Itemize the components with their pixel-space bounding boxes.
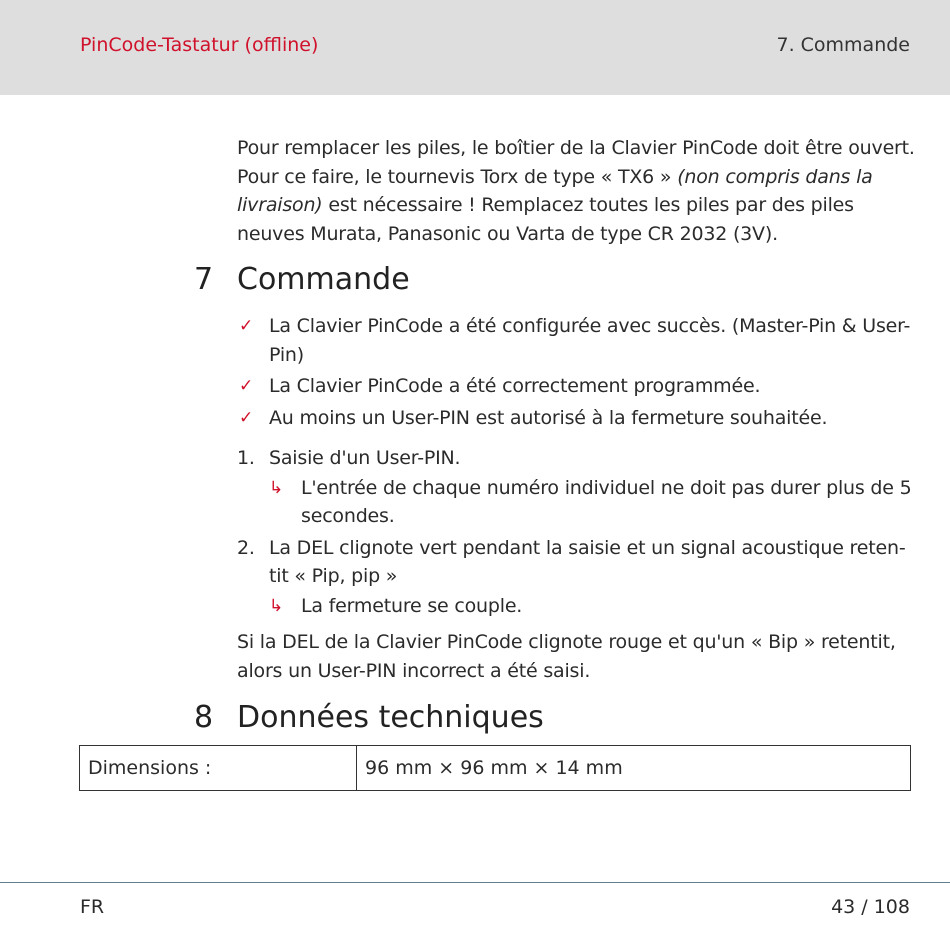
- intro-paragraph: Pour remplacer les piles, le boîtier de la Clavier PinCode doit être ouvert. Pour ce faire, le tournevis Torx de type « TX6 » (non compris dans la livraison) est nécessaire ! Remplacez toutes les piles par des piles neuves Murata, Panasonic ou Varta de type CR 2032 (3V).: [237, 137, 915, 245]
- page-header: [0, 0, 950, 95]
- section-number: 8: [194, 700, 214, 735]
- section-title: Commande: [237, 262, 410, 297]
- section-7-heading: [194, 262, 410, 297]
- spec-key: Dimensions :: [80, 746, 357, 791]
- footer-language: FR: [80, 896, 105, 918]
- prerequisite-list: [237, 312, 917, 435]
- spec-table: [79, 745, 911, 791]
- step-number: 1.: [237, 447, 255, 469]
- page-number: 43 / 108: [831, 896, 910, 918]
- section-8-heading: [194, 700, 544, 735]
- list-item: ✓ La Clavier PinCode a été configurée avec succès. (Master-Pin & User-Pin): [237, 312, 917, 369]
- step-number: 2.: [237, 536, 255, 559]
- chapter-title: 7. Commande: [776, 34, 910, 56]
- result-arrow-icon: ↳: [269, 477, 284, 498]
- step-result: ↳ L'entrée de chaque numéro individuel ne doit pas durer plus de 5 secondes.: [269, 474, 917, 531]
- section-number: 7: [194, 262, 214, 297]
- step-result: ↳ La fermeture se couple.: [269, 592, 917, 621]
- step-text: La DEL clignote vert pendant la saisie et un signal acoustique retentit « Pip, pip »: [269, 536, 906, 587]
- result-arrow-icon: ↳: [269, 595, 284, 616]
- step-list: [237, 444, 917, 620]
- section-title: Données techniques: [237, 700, 544, 735]
- step-text: Saisie d'un User-PIN.: [269, 447, 461, 469]
- note-paragraph: Si la DEL de la Clavier PinCode clignote rouge et qu'un « Bip » retentit, alors un User-PIN incorrect a été saisi.: [237, 631, 896, 682]
- list-item: [237, 444, 917, 531]
- intro-italic-note: (non compris dans la livraison): [237, 165, 873, 216]
- spec-value: 96 mm × 96 mm × 14 mm: [357, 746, 911, 791]
- footer-divider: [0, 882, 950, 883]
- table-row: [80, 746, 911, 791]
- product-title: PinCode-Tastatur (offline): [80, 34, 319, 56]
- check-icon: ✓: [239, 376, 254, 396]
- list-item: ✓ Au moins un User-PIN est autorisé à la fermeture souhaitée.: [237, 404, 917, 433]
- list-item: ✓ La Clavier PinCode a été correctement programmée.: [237, 372, 917, 401]
- check-icon: ✓: [239, 316, 254, 336]
- list-item: [237, 534, 917, 621]
- check-icon: ✓: [239, 407, 254, 428]
